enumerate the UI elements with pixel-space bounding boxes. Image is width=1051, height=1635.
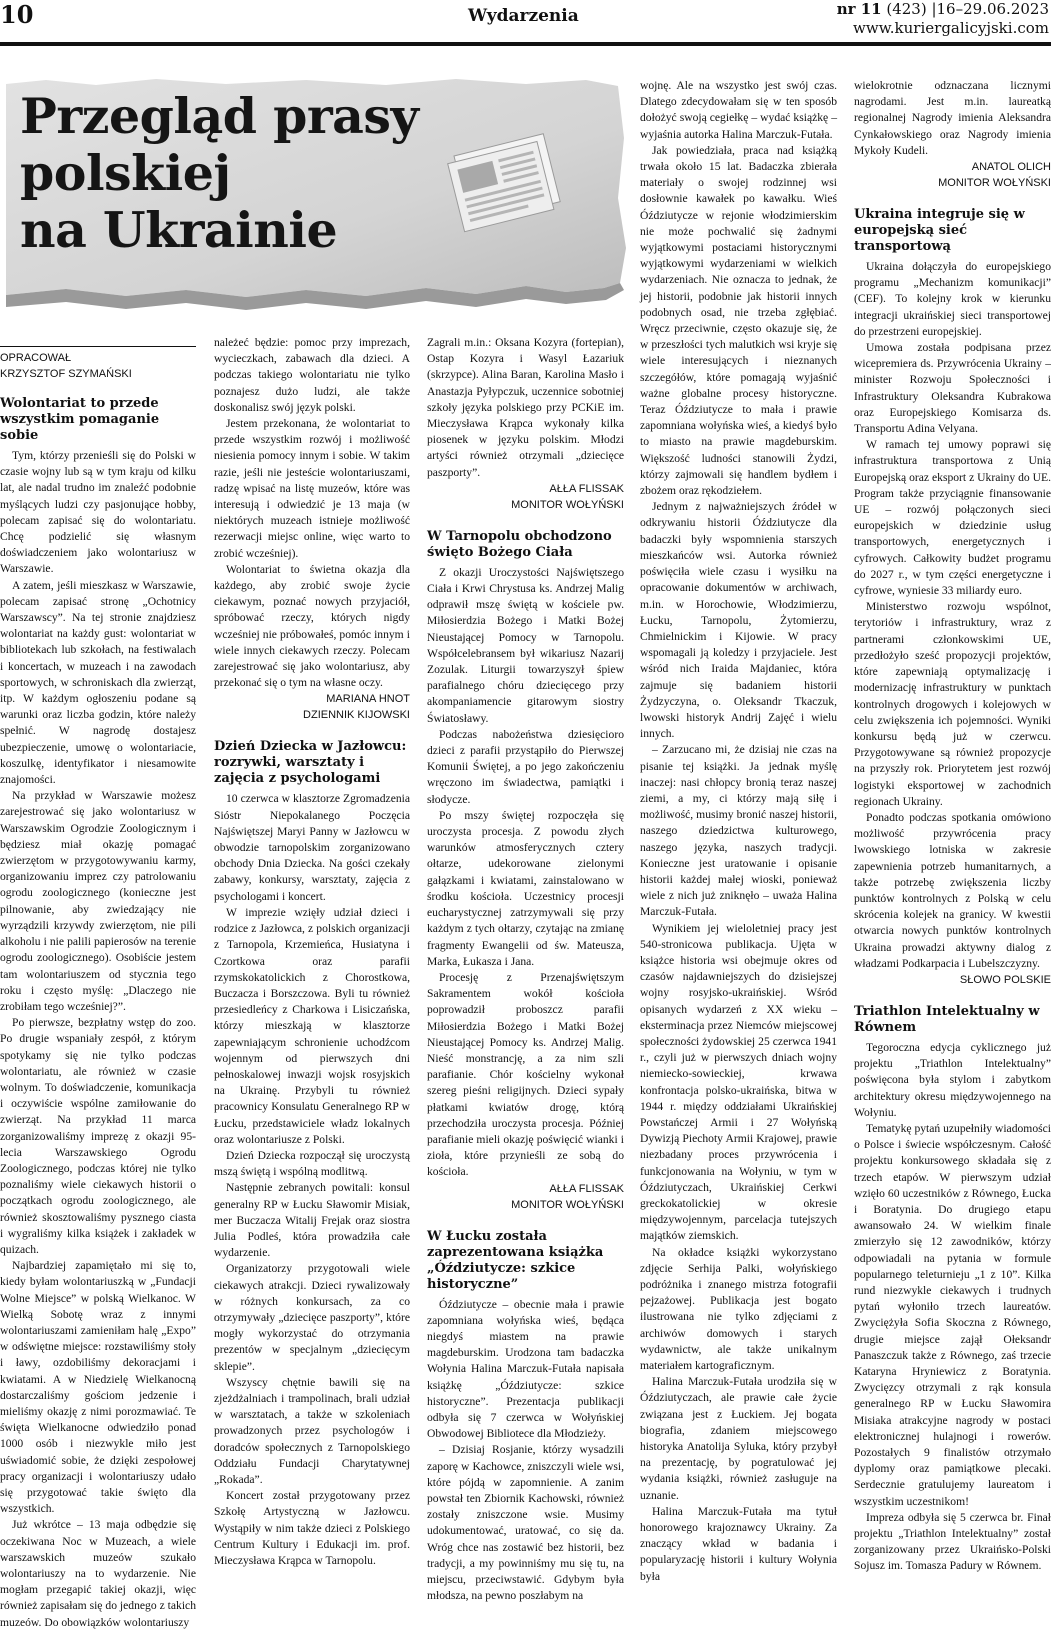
title-banner bbox=[6, 78, 634, 333]
website-link[interactable]: www.kuriergalicyjski.com bbox=[853, 19, 1049, 37]
paragraph: wojnę. Ale na wszystko jest swój czas. Dlatego zdecydowałam się w ten sposób dołożyć swoją cegiełkę – wydać książkę – wyjaśnia autorka Halina Marczuk-Futała. bbox=[640, 79, 837, 141]
paragraph: Koncert został przygotowany przez Szkołę Artystyczną w Jazłowcu. Wystąpiły w nim także dzieci z Polskiego Centrum Kultury i Edukacji im. prof. Mieczysława Krąpca w Tarnopolu. bbox=[214, 1489, 410, 1568]
paragraph: Następnie zebranych powitali: konsul generalny RP w Łucku Sławomir Misiak, mer Buczacza Witalij Frejak oraz siostra Julia Podleś, która prowadziła całe wydarzenie. bbox=[214, 1181, 410, 1260]
column-4 bbox=[640, 78, 837, 1585]
paragraph: Po mszy świętej rozpoczęła się uroczysta procesja. Z powodu złych warunków atmosferycznych cztery ołtarze, udekorowane zielonymi gałązkami i kwiatami, zainstalowano w środku kościoła. Uczestnicy procesji eucharystycznej zatrzymywali się przy każdym z tych ołtarzy, czytając na zmianę fragmenty Ewangelii od św. Mateusza, Marka, Łukasza i Jana. bbox=[427, 808, 624, 968]
article-heading-book-presentation: W Łucku została zaprezentowana książka „Óździutycze: szkice historyczne” bbox=[427, 1228, 604, 1292]
paragraph: Wszyscy chętnie bawili się na zjeżdżalniach i trampolinach, brali udział w warsztatach, a także w szkoleniach prowadzonych przez psychologów i doradców społecznych z Tarnopolskiego Oddziału Fundacji Charytatywnej „Rokada”. bbox=[214, 1375, 410, 1486]
issue-number: nr 11 bbox=[836, 0, 882, 18]
paragraph: Óździutycze – obecnie mała i prawie zapomniana wołyńska wieś, będąca niegdyś miastem na prawie magdeburskim. Urodzona tam badaczka Wołynia Halina Marczuk-Futała napisała książkę „Óździutycze: szkice historyczne”. Prezentacja publikacji odbyła się 7 czerwca w Wołyńskiej Obwodowej Bibliotece dla Młodzieży. bbox=[427, 1297, 624, 1441]
paragraph: W ramach tej umowy poprawi się infrastruktura transportowa z Unią Europejską oraz eksport z Ukrainy do UE. Program także przyciągnie finansowanie UE – rozwój połączonych sieci europejskich w dziedzinie usług transportowych, energetycznych i cyfrowych. Całkowity budżet programu do 2027 r., w tym części energetyczne i cyfrowe, wyniesie 33 miliardy euro. bbox=[854, 438, 1051, 598]
paragraph: Jestem przekonana, że wolontariat to przede wszystkim rozwój i możliwość niesienia pomocy innym i sobie. W takim razie, jeśli nie jesteście wolontariuszami, radzę wpisać na listę muzeów, które was interesują i odwiedzić je 13 maja (w niektórych muzeach istnieje możliwość rezerwacji miejsc online, więc warto to zrobić wcześniej). bbox=[214, 417, 410, 560]
page-number: 10 bbox=[0, 0, 34, 29]
paragraph: Procesję z Przenajświętszym Sakramentem wokół kościoła poprowadził proboszcz parafii Miłosierdzia Bożego i Matki Bożej Nieustającej Pomocy ks. Andrzej Malig. Nieść monstrancję, a za nim szli parafianie. Chór kościelny wykonał szereg pieśni religijnych. Dzieci sypały płatkami kwiatów drogę, którą przechodziła uroczysta procesja. Później parafianie mieli okazję poświęcić wianki i zioła, które przynieśli ze sobą do kościoła. bbox=[427, 970, 624, 1179]
source-signature: MONITOR WOŁYŃSKI bbox=[511, 498, 624, 511]
author-signature: MARIANA HNOT bbox=[326, 693, 410, 706]
paragraph: Wolontariat to świetna okazja dla każdego, aby zrobić swoje życie ciekawym, poznać nowych przyjaciół, spróbować rzeczy, których nigdy wcześniej nie próbowałeś, pomóc innym i wiele innych ciekawych rzeczy. Polecam zarejestrować się jako wolontariusz, aby przekonać się o tym na własne oczy. bbox=[214, 562, 410, 690]
paragraph: Impreza odbyła się 5 czerwca br. Finał projektu „Triathlon Intelektualny” został zorganizowany przez Ukraińsko-Polski Sojusz im. Tomasza Padury w Równem. bbox=[854, 1510, 1051, 1573]
header-rule bbox=[0, 42, 1051, 46]
paragraph: Dzień Dziecka rozpoczął się uroczystą mszą świętą i wspólną modlitwą. bbox=[214, 1148, 410, 1179]
column-5 bbox=[854, 78, 1051, 1575]
paragraph: Jak powiedziała, praca nad książką trwała około 15 lat. Badaczka zbierała materiały o swojej rodzinnej wsi dosłownie kawałek po kawałku. Wieś Óździutycze w rejonie włodzimierskim nie może pochwalić się żadnymi wyjątkowymi postaciami historycznymi wyjątkowymi wydarzeniami w wielkich wydarzeniach. Nie oznacza to jednak, że jej historii, podobnie jak historii innych podobnych osad, nie trzeba zgłębiać. Wręcz przeciwnie, często okazuje się, że w przeszłości tych malutkich wsi kryje się wiele interesujących i nieznanych szczegółów, które pomagają wyjaśnić ważne globalne procesy historyczne. Teraz Óździutycze to mała i prawie zapomniana wołyńska wieś, a kiedyś było to miasto na prawie magdeburskim. Większość ludności stanowili Żydzi, którzy zajmowali się handlem bydłem i zbożem oraz rękodziełem. bbox=[640, 143, 837, 498]
column-2 bbox=[214, 335, 410, 1569]
paragraph: Halina Marczuk-Futała ma tytuł honorowego krajoznawcy Ukrainy. Za znaczący wkład w badania i popularyzację historii i kultury Wołynia była bbox=[640, 1504, 837, 1583]
paragraph: należeć będzie: pomoc przy imprezach, wycieczkach, zabawach dla dzieci. A podczas takiego wolontariatu nie tylko poznajesz dużo ludzi, ale także doskonalisz swój język polski. bbox=[214, 336, 410, 414]
paragraph: Tegoroczna edycja cyklicznego już projektu „Triathlon Intelektualny” poświęcona była stylom i zabytkom architektury okresu międzywojennego na Wołyniu. bbox=[854, 1040, 1051, 1119]
paragraph: wielokrotnie odznaczana licznymi nagrodami. Jest m.in. laureatką regionalnej Nagrody imienia Aleksandra Cynkałowskiego oraz Nagrody imienia Mykoły Kudeli. bbox=[854, 79, 1051, 157]
paragraph: Ministerstwo rozwoju wspólnot, terytoriów i infrastruktury, wraz z partnerami członkowskimi UE, przedłożyło sześć propozycji projektów, które zapewniają optymalizację i modernizację infrastruktury w punktach kontrolnych drogowych i kolejowych w celu zwiększenia ich pojemności. Wyniki konkursu będą już w czerwcu. Przygotowywane są również propozycje na przyszły rok. Priorytetem jest rozwój logistyki eksportowej w zachodnich regionach Ukrainy. bbox=[854, 600, 1051, 808]
paragraph: Na okładce książki wykorzystano zdjęcie Serhija Palki, wołyńskiego podróżnika i znanego mistrza fotografii pejzażowej. Publikacja jest bogato ilustrowana nie tylko zdjęciami z archiwów domowych i starych wydawnictw, ale także unikalnym materiałem kartograficznym. bbox=[640, 1245, 837, 1373]
article-heading-triathlon: Triathlon Intelektualny w Równem bbox=[854, 1003, 1040, 1035]
paragraph: Z okazji Uroczystości Najświętszego Ciała i Krwi Chrystusa ks. Andrzej Malig odprawił mszę świętą w kościele pw. Miłosierdzia Bożego i Matki Bożej Nieustającej Pomocy w Tarnopolu. Współcelebransem był wikariusz Nazarij Zozulak. Liturgii towarzyszył śpiew parafialnego chóru dziecięcego przy akompaniamencie gitarowym siostry Światosławy. bbox=[427, 565, 624, 725]
source-signature: SŁOWO POLSKIE bbox=[959, 973, 1051, 986]
page-headline bbox=[20, 88, 419, 259]
masthead bbox=[0, 0, 1051, 46]
paragraph: Wynikiem jej wieloletniej pracy jest 540-stronicowa publikacja. Ujęta w książce historia wsi obejmuje okres od czasów najdawniejszych do dzisiejszej wojny rosyjsko-ukraińskiej. Wśród opisanych wydarzeń z XX wieku – eksterminacja przez Niemców miejscowej społeczności żydowskiej 25 czerwca 1941 r., czyli już w pierwszych dniach wojny niemiecko-sowieckiej, krwawa konfrontacja polsko-ukraińska, bitwa w 1944 r. między oddziałami Ukraińskiej Powstańczej Armii i 27 Wołyńską Dywizją Piechoty Armii Krajowej, prawie niezbadany proces przywrócenia i funkcjonowania na Wołyniu, w tym w Óździutyczach, Ukraińskiej Cerkwi greckokatolickiej w okresie międzywojennym, parcelacja tutejszych majątków ziemskich. bbox=[640, 921, 837, 1243]
section-title: Wydarzenia bbox=[468, 6, 579, 26]
paragraph: – Dzisiaj Rosjanie, którzy wysadzili zaporę w Kachowce, zniszczyli wiele wsi, które pójdą w zapomnienie. A zanim powstał ten Zbiornik Kachowski, również zostały zniszczone wsie. Musimy udokumentować, uratować, co się da. Wróg chce nas zostawić bez historii, bez tradycji, a my powinniśmy mu się tu, na miejscu, przeciwstawić. Gdybym była młodsza, na pewno poszłabym na bbox=[427, 1443, 624, 1603]
issue-dates: (423) |16–29.06.2023 bbox=[881, 0, 1049, 18]
issue-info bbox=[837, 0, 1049, 38]
paragraph: Już wkrótce – 13 maja odbędzie się oczekiwana Noc w Muzeach, a wiele warszawskich muzeów szukało wolontariuszy na to wydarzenie. Nie mogłam przegapić takiej okazji, więc również zapisałam się do jednego z takich muzeów. Do obowiązków wolontariuszy bbox=[0, 1518, 196, 1629]
paragraph: Najbardziej zapamiętało mi się to, kiedy byłam wolontariuszką w „Fundacji Wolne Miejsce” w polską Wielkanoc. W Wielką Sobotę wraz z innymi wolontariuszami zamieniłam halę „Expo” w odświętne miejsce: rozstawiliśmy stoły i ławy, ozdobiliśmy dekoracjami i kwiatami. A w Niedzielę Wielkanocną dostarczaliśmy gościom jedzenie i mieliśmy okazję z nimi porozmawiać. Te święta Wielkanocne odwiedziło ponad 1000 osób i niezwykle miło jest uświadomić sobie, że dzięki zespołowej pracy organizacji i wolontariuszy udało się przygotować takie święto dla wszystkich. bbox=[0, 1259, 196, 1516]
headline-line-3: na Ukrainie bbox=[20, 201, 338, 259]
article-heading-transport-network: Ukraina integruje się w europejską sieć transportową bbox=[854, 207, 1025, 255]
article-heading-corpus-christi: W Tarnopolu obchodzono święto Bożego Ciała bbox=[427, 528, 612, 560]
paragraph: Na przykład w Warszawie możesz zarejestrować się jako wolontariusz w Warszawskim Ogrodzie Zoologicznym i będziesz miał okazję pomagać zwierzętom w przygotowywaniu karmy, organizowaniu imprez czy patrolowaniu ogrodu zoologicznego (konieczne jest pilnowanie, aby zwiedzający nie wyrządzili krzywdy zwierzętom, nie pili alkoholu i nie palili papierosów na terenie ogrodu zoologicznego). Osobiście jestem tam wolontariuszem od stycznia tego roku i często myślę: „Dlaczego nie zrobiłam tego wcześniej?”. bbox=[0, 789, 196, 1013]
column-1 bbox=[0, 346, 196, 1631]
source-signature: DZIENNIK KIJOWSKI bbox=[303, 709, 410, 722]
paragraph: W imprezie wzięły udział dzieci i rodzice z Jazłowca, z polskich organizacji z Tarnopola, Krzemieńca, Husiatyna i Czortkowa oraz parafii rzymskokatolickich z Chorostkowa, Buczacza i Borszczowa. Byli tu również przesiedleńcy z Charkowa i Lisiczańska, którzy mieszkają w klasztorze zapewniającym schronienie uchodźcom wojennym od pierwszych dni pełnoskalowej inwazji wojsk rosyjskich na Ukrainę. Przybyli tu również pracownicy Konsulatu Generalnego RP w Łucku, przedstawiciele władz lokalnych oraz wolontariusze z Polski. bbox=[214, 905, 410, 1146]
paragraph: Ponadto podczas spotkania omówiono możliwość przywrócenia pracy lwowskiego lotniska w zakresie zapewnienia potrzeb humanitarnych, a także potrzebę zwiększenia liczby punktów kontrolnych z Polską w celu skrócenia kolejek na granicy. W kwestii otwarcia nowych punktów kontrolnych Ukraina prowadzi aktywny dialog z władzami Podkarpacia i Lubelszczyzny. bbox=[854, 810, 1051, 970]
paragraph: 10 czerwca w klasztorze Zgromadzenia Sióstr Niepokalanego Poczęcia Najświętszej Maryi Panny w Jazłowcu w obwodzie tarnopolskim zorganizowano obchody Dnia Dziecka. Na gości czekały zabawy, konkursy, warsztaty, zajęcia z psychologami i koncert. bbox=[214, 792, 410, 903]
paragraph: Umowa została podpisana przez wicepremiera ds. Przywrócenia Ukrainy – minister Rozwoju Społeczności i Infrastruktury Oleksandra Kubrakowa oraz Europejskiego Komisarza ds. Transportu Adina Velyana. bbox=[854, 341, 1051, 436]
paragraph: Tematykę pytań uzupełniły wiadomości o Polsce i świecie współczesnym. Całość projektu konkursowego składała się z trzech etapów. W pierwszym udział wzięło 60 uczestników z Równego, Łucka i Boratynia. Do drugiego etapu awansowało 24. W wielkim finale zmierzyło się 12 zawodników, którzy odpowiadali na pytania w formule popularnego teleturnieju „1 z 10”. Kilka rund niezwykle ciekawych i trudnych pytań wyłoniło trzech laureatów. Zwyciężyła Sofia Skoczna z Równego, drugie miejsce zajął Ołeksandr Panaszczuk także z Równego, zaś trzecie Kataryna Hryniewicz z Boratynia. Zwycięzcy otrzymali z rąk konsula generalnego RP w Łucku Sławomira Misiaka atrakcyjne nagrody w postaci elektronicznej hulajnogi i rowerów. Pozostałych 9 finalistów otrzymało dyplomy oraz pamiątkowe plecaki. Serdecznie gratulujemy laureatom i wszystkim uczestnikom! bbox=[854, 1121, 1051, 1508]
headline-line-2: polskiej bbox=[20, 144, 231, 202]
headline-line-1: Przegląd prasy bbox=[20, 87, 419, 145]
paragraph: Tym, którzy przenieśli się do Polski w czasie wojny lub są w tym kraju od kilku lat, ale nadal trudno im znaleźć podobnie myślących ludzi czy pasjonujące hobby, polecam zapisać się do wolontariatu. Chcę podzielić się własnym doświadczeniem jako wolontariusz w Warszawie. bbox=[0, 449, 196, 576]
article-heading-volunteering: Wolontariat to przede wszystkim pomaganie sobie bbox=[0, 396, 160, 443]
author-signature: ANATOL OLICH bbox=[971, 161, 1051, 174]
paragraph: Halina Marczuk-Futała urodziła się w Óździutyczach, ale prawie całe życie związana jest z Łuckiem. Jej bogata biografia, zdaniem miejscowego historyka Anatolija Syluka, który przybył na prezentację, by pogratulować jej wydania książki, również zasługuje na uznanie. bbox=[640, 1375, 837, 1502]
credit-role: OPRACOWAŁ bbox=[0, 352, 72, 364]
source-signature: MONITOR WOŁYŃSKI bbox=[938, 177, 1051, 190]
paragraph: Po pierwsze, bezpłatny wstęp do zoo. Po drugie wspaniały zespół, z którym spotykamy się nie tylko podczas wolontariatu, ale również w czasie wolnym. To doświadczenie, komunikacja i oczywiście wspólne zamiłowanie do zwierząt. Na przykład 11 marca zorganizowaliśmy imprezę z okazji 95-lecia Warszawskiego Ogrodu Zoologicznego, podczas której nie tylko poznaliśmy wiele ciekawych historii o początkach ogrodu zoologicznego, ale również skosztowaliśmy pysznego ciasta i wygraliśmy kilka książek i zakładek w quizach. bbox=[0, 1016, 196, 1256]
author-signature: AŁŁA FLISSAK bbox=[549, 482, 624, 495]
column-3 bbox=[427, 335, 624, 1604]
paragraph: Podczas nabożeństwa dziesięcioro dzieci z parafii przystąpiło do Pierwszej Komunii Świętej, a po jego zakończeniu wręczono im świadectwa, pamiątki i słodycze. bbox=[427, 727, 624, 806]
article-heading-childrens-day: Dzień Dziecka w Jazłowcu: rozrywki, warsztaty i zajęcia z psychologami bbox=[214, 739, 407, 787]
editor-credit bbox=[0, 346, 196, 382]
credit-name: KRZYSZTOF SZYMAŃSKI bbox=[0, 368, 132, 380]
paragraph: Organizatorzy przygotowali wiele ciekawych atrakcji. Dzieci rywalizowały w różnych konkursach, za co otrzymywały „dziecięce paszporty”, które mogły wykorzystać do otrzymania prezentów w specjalnym „dziecięcym sklepie”. bbox=[214, 1262, 410, 1373]
paragraph: – Zarzucano mi, że dzisiaj nie czas na pisanie tej książki. Ja jednak myślę inaczej: nasi chłopcy bronią teraz naszej ziemi, a my, ci którzy mają siłę i możliwość, musimy bronić naszej historii, naszego dziedzictwa kulturowego, naszego języka, naszych tradycji. Konieczne jest uratowanie i opisanie historii każdej małej wioski, ponieważ wiele z nich już zniknęło – uważa Halina Marczuk-Futała. bbox=[640, 743, 837, 919]
paragraph: A zatem, jeśli mieszkasz w Warszawie, polecam zapisać stronę „Ochotnicy Warszawscy”. Na tej stronie znajdziesz wolontariat na każdy gust: wolontariat w bibliotekach lub szkołach, na festiwalach i koncertach, w muzeach i na zawodach sportowych, w schroniskach dla zwierząt, itp. W każdym ogłoszeniu podane są warunki oraz liczba godzin, które należy spełnić. W nagrodę dostajesz ubezpieczenie, umowę o wolontariacie, koszulkę, identyfikator i niesamowite znajomości. bbox=[0, 578, 196, 787]
paragraph: Zagrali m.in.: Oksana Kozyra (fortepian), Ostap Kozyra i Wasyl Łazariuk (skrzypce). Alina Baran, Karolina Masło i Anastazja Pyłypczuk, uczennice sobotniej szkoły języka polskiego przy PCKiE im. Mieczysława Krąpca wykonały kilka piosenek w języku polskim. Młodzi artyści również otrzymali „dziecięce paszporty”. bbox=[427, 336, 624, 479]
paragraph: Jednym z najważniejszych źródeł w odkrywaniu historii Óździutycze dla badaczki były wspomnienia starszych mieszkańców wsi. Autorka również poświęciła wiele czasu i wysiłku na opracowanie dokumentów w archiwach, m.in. w Horochowie, Włodzimierzu, Łucku, Tarnopolu, Żytomierzu, Chmielnickim i Kijowie. W pracy wspomagali ją koledzy i przyjaciele. Jest wśród nich Iraida Majdaniec, która zajmuje się badaniem historii Żydzyczyna, o. Oleksandr Tkaczuk, lwowski historyk Andrij Zajęć i wielu innych. bbox=[640, 500, 837, 741]
author-signature: AŁŁA FLISSAK bbox=[549, 1182, 624, 1195]
source-signature: MONITOR WOŁYŃSKI bbox=[511, 1198, 624, 1211]
paragraph: Ukraina dołączyła do europejskiego programu „Mechanizm komunikacji” (CEF). To kolejny krok w kierunku integracji ukraińskiej sieci transportowej do przestrzeni europejskiej. bbox=[854, 260, 1051, 338]
